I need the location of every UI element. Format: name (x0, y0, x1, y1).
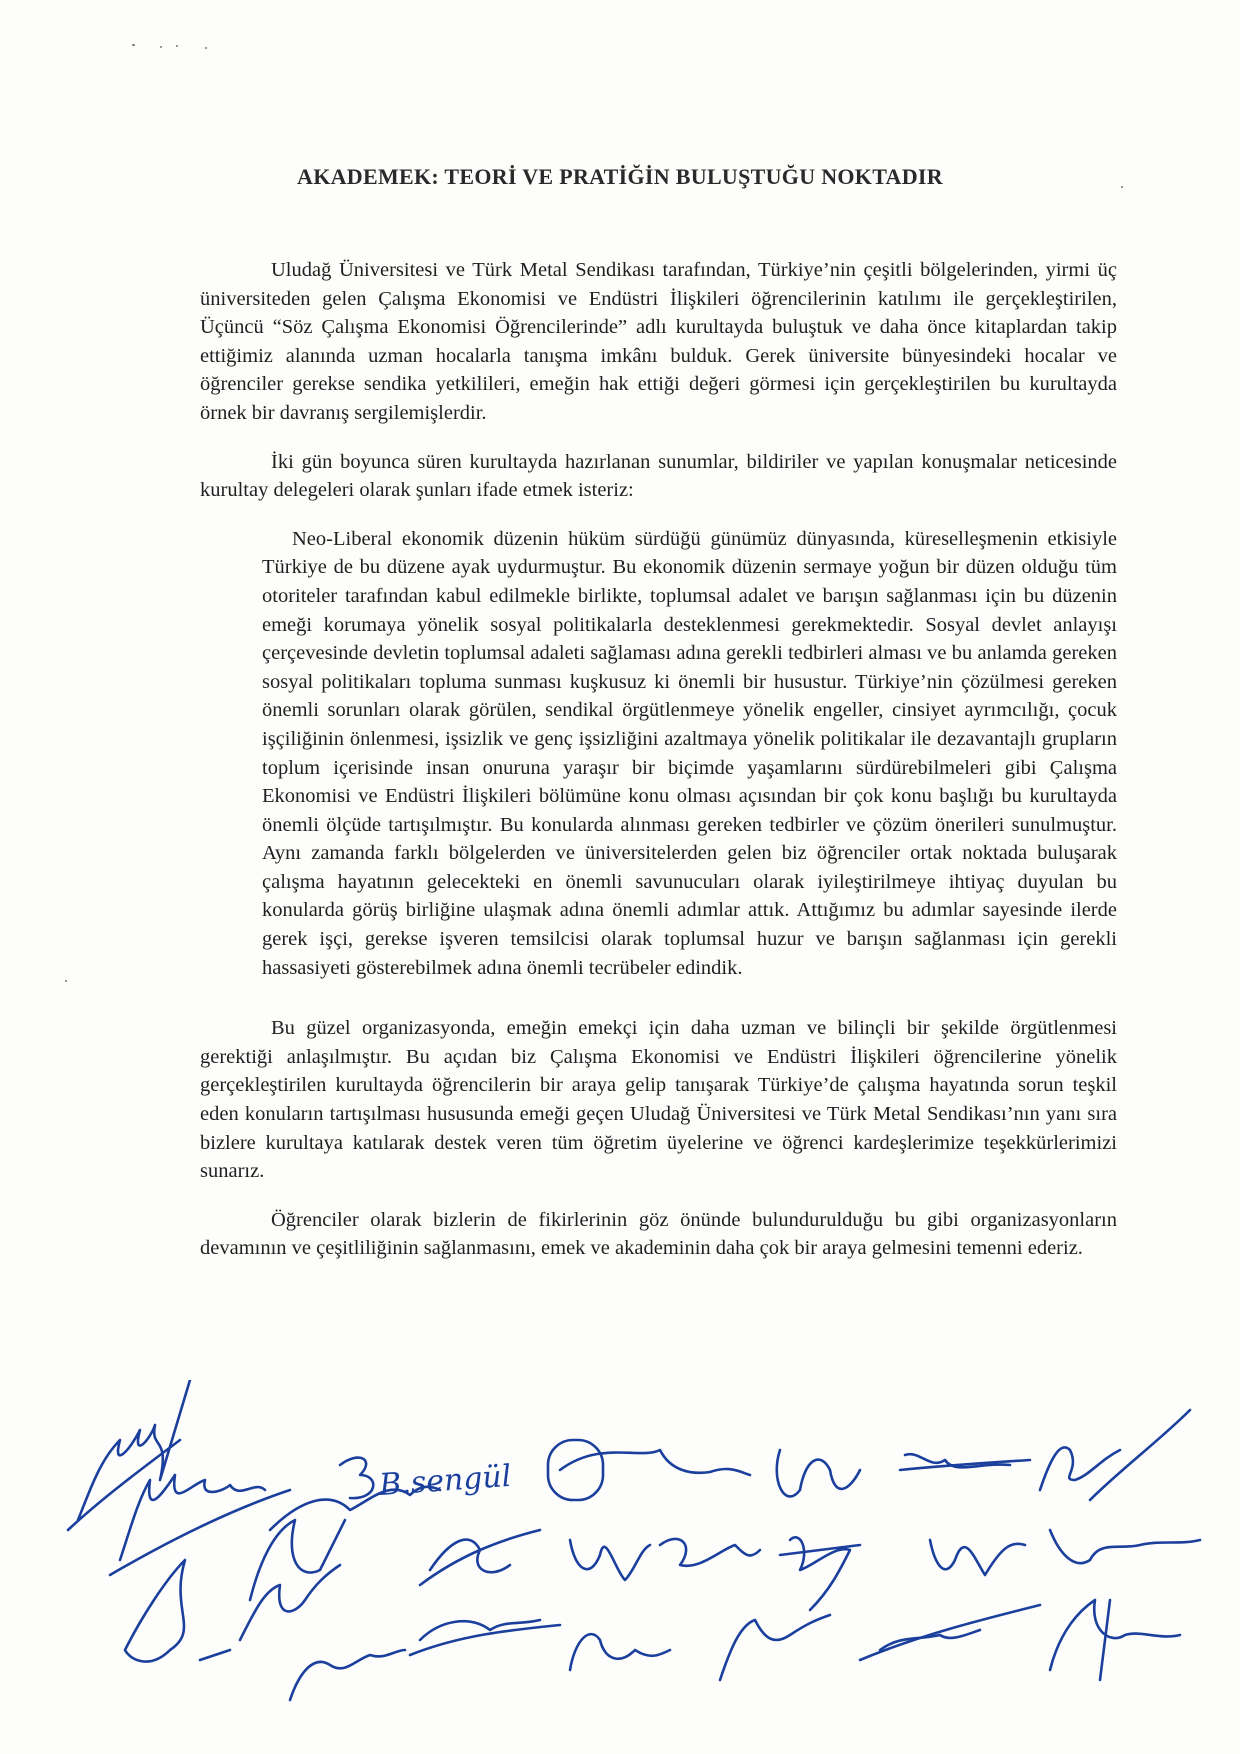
signature (1090, 1410, 1190, 1500)
scan-speck (65, 980, 67, 982)
signature (1100, 1600, 1110, 1680)
document-title: AKADEMEK: TEORİ VE PRATİĞİN BULUŞTUĞU NOKTADIR (297, 164, 943, 189)
scan-speck (160, 46, 162, 48)
signature (860, 1605, 1040, 1660)
signature (570, 1540, 650, 1580)
document-body (200, 256, 1117, 1283)
paragraph-statement-lead: İki gün boyunca süren kurultayda hazırlanan sunumlar, bildiriler ve yapılan konuşmalar neticesinde kurultay delegeleri olarak şunları ifade etmek isteriz: (200, 450, 1117, 502)
signature (78, 1380, 190, 1520)
signature (930, 1540, 1025, 1575)
signature-area (0, 1380, 1240, 1754)
signature (720, 1615, 830, 1680)
signature (290, 1650, 405, 1700)
scan-speck (176, 45, 178, 47)
signature (660, 1539, 760, 1566)
signature (570, 1634, 670, 1670)
scan-speck (205, 47, 207, 49)
signature (125, 1560, 185, 1662)
signature (120, 1475, 265, 1560)
paragraph-intro: Uludağ Üniversitesi ve Türk Metal Sendikası tarafından, Türkiye’nin çeşitli bölgelerinden, yirmi üç üniversiteden gelen Çalışma Ekonomisi ve Endüstri İlişkileri öğrencilerinin katılımı ile gerçekleştirilen, Üçüncü “Söz Çalışma Ekonomisi Öğrencilerinde” adlı kurultayda buluştuk ve daha önce kitaplardan takip ettiğimiz alanında uzman hocalarla tanışma imkânı bulduk. Gerek üniversite bünyesindeki hocalar ve öğrenciler gerekse sendika yetkilileri, emeğin hak ettiği değeri görmesi için gerçekleştirilen bu kurultayda örnek bir davranış sergilemişlerdir. (200, 259, 1117, 424)
signature (560, 1450, 750, 1475)
signature (340, 1458, 373, 1499)
paragraph-declaration: Neo-Liberal ekonomik düzenin hüküm sürdüğü günümüz dünyasında, küreselleşmenin etkisiyle Türkiye de bu düzene ayak uydurmuştur. Bu ekonomik düzenin sermaye yoğun bir düzen olduğu tüm otoriteler tarafından kabul edilmekle birlikte, toplumsal adalet ve barışın sağlanması için bu düzenin emeği korumaya yönelik sosyal politikalarla desteklenmesi gerekmektedir. Sosyal devlet anlayışı çerçevesinde devletin toplumsal adaleti sağlaması adına gerekli tedbirleri alması ve bu anlamda gereken sosyal politikaları topluma sunması kuşkusuz ki önemli bir husustur. Türkiye’nin çözülmesi gereken önemli sorunları olarak görülen, sendikal örgütlenmeye yönelik engeller, cinsiyet ayrımcılığı, çocuk işçiliğinin önlenmesi, işsizlik ve genç işsizliğini azaltmaya yönelik politikalar ile dezavantajlı grupların toplum içerisinde insan onuruna yaraşır bir biçimde yaşamlarını sürdürebilmeleri gibi Çalışma Ekonomisi ve Endüstri İlişkileri bölümüne konu olması açısından bir çok konu başlığı bu kurultayda önemli ölçüde tartışılmıştır. Bu konularda alınması gereken tedbirler ve çözüm önerileri sunulmuştur. Aynı zamanda farklı bölgelerden ve üniversitelerden gelen biz öğrenciler ortak noktada buluşarak çalışma hayatının gelecekteki en önemli savunucuları olarak iyileştirilmeye ihtiyaç duyulan bu konularda görüş birliğine ulaşmak adına önemli adımlar attık. Attığımız bu adımlar sayesinde ilerde gerek işçi, gerekse işveren temsilcisi olarak toplumsal huzur ve barışın sağlanması için gerekli hassasiyeti gösterebilmek adına önemli tecrübeler edindik. (262, 527, 1117, 979)
scan-speck (132, 44, 135, 46)
signature (1050, 1600, 1180, 1670)
paragraph-closing: Öğrenciler olarak bizlerin de fikirlerinin göz önünde bulundurulduğu bu gibi organizasyonların devamının ve çeşitliliğinin sağlanmasını, emek ve akademinin daha çok bir araya gelmesini temenni ederiz. (200, 1208, 1117, 1260)
signatures-drawing (0, 1380, 1240, 1754)
signature (250, 1520, 345, 1600)
signature (777, 1450, 860, 1496)
signature (1050, 1530, 1200, 1563)
paragraph-thanks: Bu güzel organizasyonda, emeğin emekçi için daha uzman ve bilinçli bir şekilde örgütlenmesi gerektiği anlaşılmıştır. Bu açıdan biz Çalışma Ekonomisi ve Endüstri İlişkileri öğrencilerine yönelik gerçekleştirilen kurultayda öğrencilerin bir araya gelip tanışarak Türkiye’de çalışma hayatında sorun teşkil eden konuların tartışılması hususunda emeği geçen Uludağ Üniversitesi ve Türk Metal Sendikası’nın yanı sıra bizlere kurultaya katılarak destek veren tüm öğretim üyelerine ve öğrenci kardeşlerimize teşekkürlerimizi sunarız. (200, 1017, 1117, 1183)
signature (200, 1650, 230, 1660)
signature (548, 1440, 603, 1500)
signature (240, 1565, 340, 1640)
handwritten-signature-text: B.sengül (378, 1458, 513, 1503)
